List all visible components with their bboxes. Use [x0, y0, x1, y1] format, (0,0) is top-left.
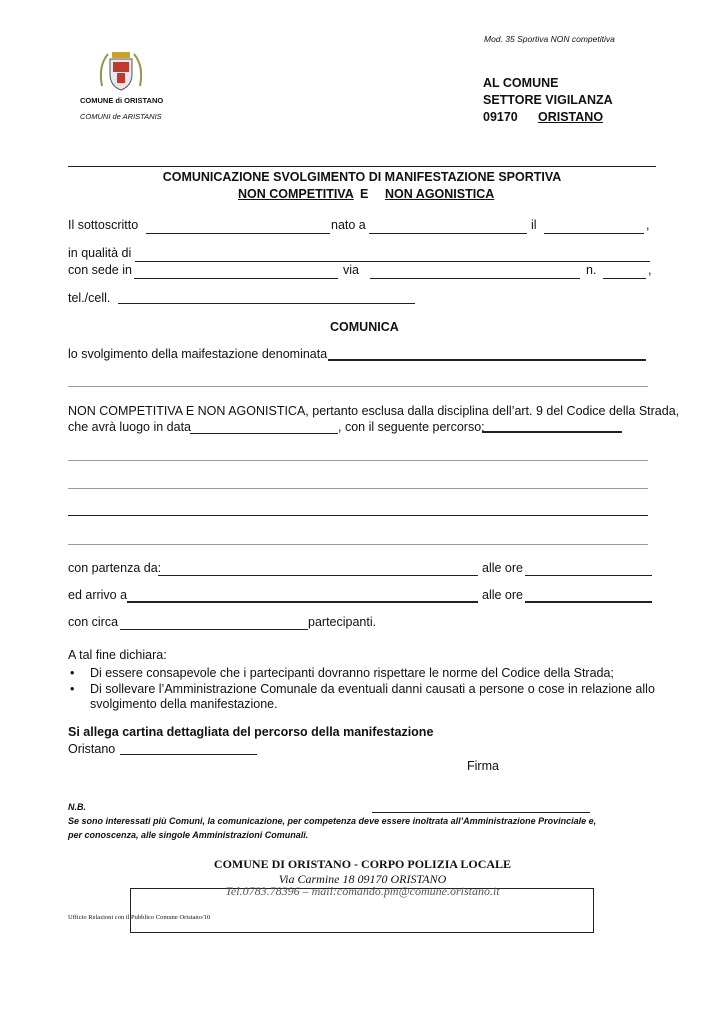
bullet-icon: • — [70, 666, 75, 680]
attachment-text: Si allega cartina dettagliata del percorso della manifestazione — [68, 725, 434, 739]
recipient-line1: AL COMUNE — [483, 76, 559, 90]
header-rule — [68, 166, 656, 167]
recipient-postcode: 09170 — [483, 110, 518, 124]
data-nascita-field[interactable] — [544, 233, 644, 234]
arrivo-field[interactable] — [127, 601, 478, 603]
data-label: che avrà luogo in data — [68, 420, 192, 434]
via-field[interactable] — [370, 278, 580, 279]
percorso-line-2[interactable] — [68, 488, 648, 489]
nato-label: nato a — [331, 218, 366, 232]
comma: , — [646, 218, 650, 232]
percorso-label: , con il seguente percorso: — [338, 420, 485, 434]
nb-line1: Se sono interessati più Comuni, la comunicazione, per competenza deve essere inoltrata all’Amministrazione Provinciale e, — [68, 816, 597, 826]
tel-label: tel./cell. — [68, 291, 111, 305]
ore-arrivo-field[interactable] — [525, 601, 652, 603]
date-field[interactable] — [120, 754, 257, 755]
partenza-label: con partenza da: — [68, 561, 162, 575]
circa-label: con circa — [68, 615, 119, 629]
recipient-line2: SETTORE VIGILANZA — [483, 93, 613, 107]
ore-partenza-field[interactable] — [525, 575, 652, 576]
municipality-name-sardinian: COMUNI de ARISTANIS — [80, 112, 162, 121]
luogo-nascita-field[interactable] — [369, 233, 527, 234]
footer-address: Via Carmine 18 09170 ORISTANO — [278, 872, 447, 886]
qualita-field[interactable] — [135, 261, 650, 262]
via-label: via — [343, 263, 359, 277]
bullet-icon: • — [70, 682, 75, 696]
nb-label: N.B. — [68, 802, 86, 812]
comma: , — [648, 263, 652, 277]
crest-icon — [96, 46, 146, 96]
title-non-agonistica: NON AGONISTICA — [385, 187, 495, 201]
percorso-field[interactable] — [482, 431, 622, 433]
model-code: Mod. 35 Sportiva NON competitiva — [484, 34, 615, 44]
tel-field[interactable] — [118, 303, 415, 304]
arrivo-label: ed arrivo a — [68, 588, 128, 602]
sottoscritto-label: Il sottoscritto — [68, 218, 139, 232]
percorso-line-3[interactable] — [68, 515, 648, 516]
partenza-field[interactable] — [158, 575, 478, 576]
place-label: Oristano — [68, 742, 116, 756]
percorso-line-1[interactable] — [68, 460, 648, 461]
recipient-city: ORISTANO — [538, 110, 604, 124]
comunica-heading: COMUNICA — [330, 320, 399, 334]
data-nascita-label: il — [531, 218, 537, 232]
partecipanti-field[interactable] — [120, 629, 308, 630]
denominazione-field-cont[interactable] — [68, 386, 648, 387]
svolgimento-label: lo svolgimento della maifestazione denominata — [68, 347, 328, 361]
ore-arrivo-label: alle ore — [482, 588, 523, 602]
sede-field[interactable] — [134, 278, 338, 279]
signature-label: Firma — [467, 759, 499, 773]
nb-line2: per conoscenza, alle singole Amministrazioni Comunali. — [68, 830, 309, 840]
footer-contacts: Tel.0783.78396 – mail:comando.pm@comune.oristano.it — [225, 884, 500, 898]
sottoscritto-field[interactable] — [146, 233, 330, 234]
declaration-item-cont: svolgimento della manifestazione. — [90, 697, 278, 711]
sede-label: con sede in — [68, 263, 132, 277]
partecipanti-label: partecipanti. — [308, 615, 377, 629]
title-separator: E — [360, 187, 369, 201]
footer-org: COMUNE DI ORISTANO - CORPO POLIZIA LOCALE — [213, 857, 512, 871]
numero-label: n. — [586, 263, 597, 277]
denominazione-field[interactable] — [328, 359, 646, 361]
title-non-competitiva: NON COMPETITIVA — [238, 187, 354, 201]
disclaimer-text: NON COMPETITIVA E NON AGONISTICA, pertanto esclusa dalla disciplina dell’art. 9 del Codice della Strada, — [68, 404, 680, 418]
ore-partenza-label: alle ore — [482, 561, 523, 575]
qualita-label: in qualità di — [68, 246, 132, 260]
percorso-line-4[interactable] — [68, 544, 648, 545]
dichiara-intro: A tal fine dichiara: — [68, 648, 167, 662]
data-manifestazione-field[interactable] — [190, 433, 338, 434]
municipality-name: COMUNE di ORISTANO — [80, 96, 164, 105]
signature-field[interactable] — [372, 812, 590, 813]
form-title: COMUNICAZIONE SVOLGIMENTO DI MANIFESTAZIONE SPORTIVA — [162, 170, 562, 184]
numero-field[interactable] — [603, 278, 646, 279]
footer-office: Ufficio Relazioni con il Pubblico Comune Oristano/10 — [68, 914, 211, 921]
